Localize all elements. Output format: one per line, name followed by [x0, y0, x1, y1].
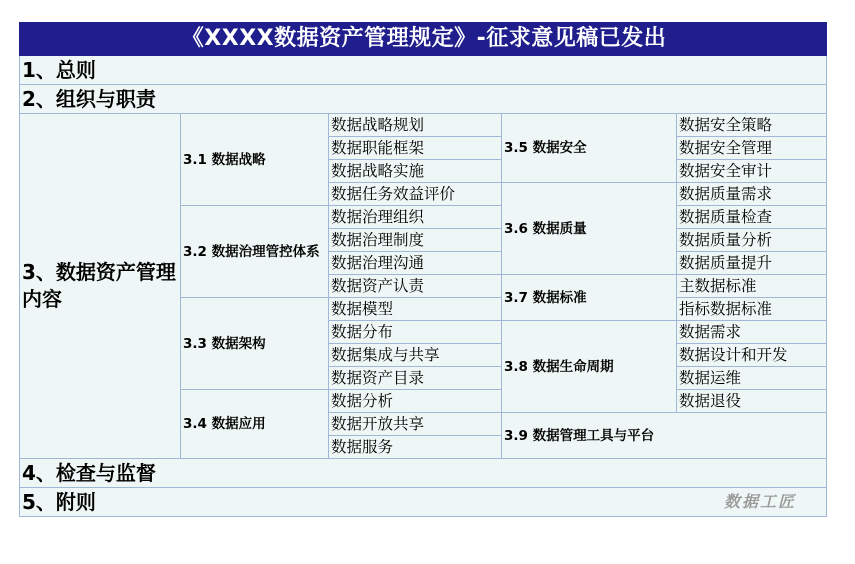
subsection-title: 3.1 数据战略: [181, 114, 329, 206]
subsection-item: 数据开放共享: [329, 413, 502, 436]
subsection-title: 3.6 数据质量: [502, 183, 677, 275]
subsection-item: 数据资产目录: [329, 367, 502, 390]
subsection-item: 数据战略实施: [329, 160, 502, 183]
subsection-item: 数据安全审计: [677, 160, 827, 183]
subsection-item: 数据安全策略: [677, 114, 827, 137]
subsection-item: 数据分析: [329, 390, 502, 413]
subsection-title: 3.4 数据应用: [181, 390, 329, 459]
subsection-item: 数据治理沟通: [329, 252, 502, 275]
subsection-item: 数据质量检查: [677, 206, 827, 229]
section-4-inspection: 4、检查与监督: [20, 459, 827, 488]
section-5-appendix: [20, 488, 827, 517]
subsection-item: 数据分布: [329, 321, 502, 344]
watermark: 数据工匠: [724, 492, 797, 511]
subsection-item: 数据设计和开发: [677, 344, 827, 367]
subsection-title: 3.5 数据安全: [502, 114, 677, 183]
subsection-item: 数据资产认责: [329, 275, 502, 298]
data-asset-regulation-table: [19, 22, 826, 536]
subsection-item: 数据质量需求: [677, 183, 827, 206]
subsection-item: 数据安全管理: [677, 137, 827, 160]
section-2-organization: 2、组织与职责: [20, 85, 827, 114]
subsection-item: 数据模型: [329, 298, 502, 321]
section-3-content: 3、数据资产管理内容: [20, 114, 181, 459]
table-title: 《XXXX数据资产管理规定》-征求意见稿已发出: [20, 23, 827, 56]
subsection-item: 主数据标准: [677, 275, 827, 298]
subsection-title: 3.9 数据管理工具与平台: [502, 413, 827, 459]
subsection-item: 数据治理制度: [329, 229, 502, 252]
subsection-item: 数据服务: [329, 436, 502, 459]
subsection-item: 指标数据标准: [677, 298, 827, 321]
subsection-item: 数据战略规划: [329, 114, 502, 137]
subsection-item: 数据质量提升: [677, 252, 827, 275]
subsection-item: 数据运维: [677, 367, 827, 390]
subsection-item: 数据需求: [677, 321, 827, 344]
section-5-label: 5、附则: [22, 490, 96, 514]
subsection-title: 3.2 数据治理管控体系: [181, 206, 329, 298]
subsection-item: 数据质量分析: [677, 229, 827, 252]
subsection-item: 数据集成与共享: [329, 344, 502, 367]
subsection-title: 3.7 数据标准: [502, 275, 677, 321]
subsection-title: 3.3 数据架构: [181, 298, 329, 390]
subsection-title: 3.8 数据生命周期: [502, 321, 677, 413]
subsection-item: 数据治理组织: [329, 206, 502, 229]
subsection-item: 数据职能框架: [329, 137, 502, 160]
section-1-general: 1、总则: [20, 56, 827, 85]
subsection-item: 数据任务效益评价: [329, 183, 502, 206]
subsection-item: 数据退役: [677, 390, 827, 413]
